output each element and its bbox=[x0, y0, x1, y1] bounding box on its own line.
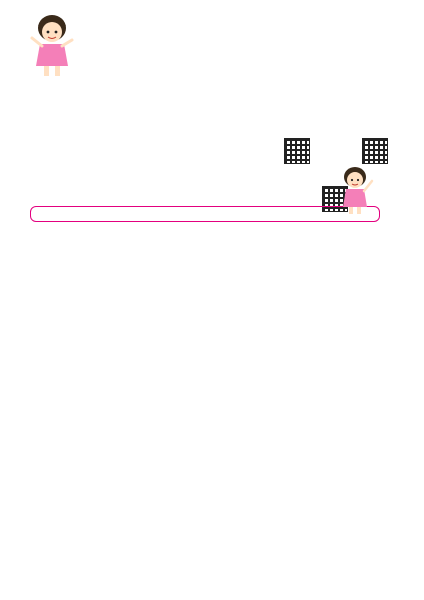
girl-mascot-icon bbox=[24, 10, 80, 78]
instagram-qr-icon[interactable] bbox=[362, 138, 388, 164]
homepage-qr-icon[interactable] bbox=[284, 138, 310, 164]
header bbox=[30, 16, 398, 78]
program-title bbox=[30, 87, 398, 99]
page-title bbox=[100, 46, 110, 68]
message-box bbox=[30, 206, 380, 222]
membership-title bbox=[30, 108, 398, 120]
girl-mascot-waving-icon bbox=[335, 163, 375, 215]
membership-section bbox=[30, 108, 398, 120]
program-section bbox=[30, 87, 398, 99]
